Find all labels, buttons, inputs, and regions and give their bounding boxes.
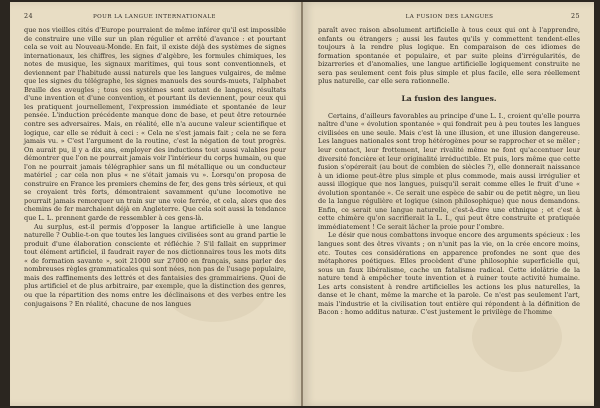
right-paragraph-2: Le désir que nous combattons invoque encore des arguments spécieux : les langues sont des êtres vivants ; on n'unit pas la vie, on la crée encore moins, etc. Toutes ces considérations en apparence profondes ne sont que des métaphores poétiques. Elles procèdent d'une philosophie superficielle qui, sous un faux libéralisme, cache un fatalisme radical. Cette idolâtrie de la nature tend à empêcher toute invention et à ruiner toute activité humaine. Les arts consistent à rendre artificielles les actions les plus naturelles, la danse et le chant, même la marche et la parole. Ce n'est pas seulement l'art, mais l'industrie et la civilisation tout entière qui répondent à la définition de Bacon : homo additus naturæ. C'est justement le privilège de l'homme: [318, 231, 580, 317]
right-paragraph-1: Certains, d'ailleurs favorables au principe d'une L. I., croient qu'elle pourra naître d'une « évolution spontanée » qui fondrait peu à peu toutes les langues civilisées en une seule. Mais c'est là une illusion, et une illusion dangereuse. Les langues nationales sont trop hétérogènes pour se rapprocher et se mêler ; leur contact, leur frottement, leur rivalité même ne font qu'accentuer leur diversité foncière et leur originalité irréductible. Et puis, lors même que cette fusion s'opérerait (au bout de combien de siècles ?), elle donnerait naissance à un idiome peut-être plus simple et plus commode, mais aussi irrégulier et aussi illogique que nos langues, puisqu'il serait comme elles le fruit d'une « évolution spontanée ». Ce serait une espèce de sabir ou de petit nègre, un lieu de la langue régulière et logique (sinon philosophique) que nous demandons. Enfin, ce serait une langue naturelle, c'est-à-dire une ethnique ; et c'est à cette chimère qu'on sacrifierait la L. I., qui peut être construite et pratiquée immédiatement ! Ce serait lâcher la proie pour l'ombre.: [318, 111, 580, 231]
left-running-head: [24, 12, 286, 20]
section-title: La fusion des langues.: [401, 93, 497, 103]
book-gutter: [301, 2, 303, 406]
right-opening-paragraph: paraît avec raison absolument artificielle à tous ceux qui ont à l'apprendre, enfants ou étrangers ; aussi les fautes qu'ils y commettent tendent-elles toujours à la rendre plus logique. En comparaison de ces idiomes de formation spontanée et populaire, et par suite pleins d'irrégularités, de bizarreries et d'anomalies, une langue artificielle logiquement construite ne sera pas seulement cent fois plus simple et plus facile, elle sera réellement plus naturelle, car elle sera rationnelle.: [318, 26, 580, 86]
right-running-head: [318, 12, 580, 20]
book-spread: [10, 2, 594, 406]
right-page-number: 25: [571, 12, 580, 20]
left-page: [10, 2, 302, 406]
left-running-title: POUR LA LANGUE INTERNATIONALE: [93, 14, 216, 20]
left-paragraph-1: que nos vieilles cités d'Europe pourraient de même inférer qu'il est impossible de construire une ville sur un plan régulier et arrêté d'avance : et pourtant cela se voit au Nouveau-Monde. En fait, il existe déjà des systèmes de signes internationaux, les chiffres, les signes d'algèbre, les formules chimiques, les notes de musique, les signaux maritimes, qui tous sont conventionnels, et deviennent par l'habitude aussi naturels que les langues vulgaires, de même que les signes du télégraphe, les signes manuels des sourds-muets, l'alphabet Braille des aveugles ; tous ces systèmes sont autant de langues, résultats d'une invention et d'une convention, et pourtant ils deviennent, pour ceux qui les pratiquent journellement, l'expression immédiate et spontanée de leur pensée. L'induction précédente manque donc de base, et peut être retournée contre ses adversaires. Mais, en réalité, elle n'a aucune valeur scientifique et logique, car elle se réduit à ceci : « Cela ne s'est jamais fait ; cela ne se fera jamais vu. » C'est l'argument de la routine, c'est la négation de tout progrès. On aurait pu, il y a dix ans, employer des inductions tout aussi valables pour démontrer que l'on ne pourrait jamais voir l'intérieur du corps humain, ou que l'on ne pourrait jamais télégraphier sans un fil métallique ou un conducteur matériel ; car cela non plus « ne s'était jamais vu ». Lorsqu'on proposa de construire en France les premiers chemins de fer, des gens très sérieux, et qui se croyaient très forts, démontraient savamment qu'une locomotive ne pourrait jamais remorquer un train sur une voie ferrée, et cela, alors que des chemins de fer marchaient déjà en Angleterre. Que cela soit aussi la tendance que L. L. prennent garde de ressembler à ces gens-là.: [24, 26, 286, 223]
right-running-title: LA FUSION DES LANGUES: [405, 14, 494, 20]
left-paragraph-2: Au surplus, est-il permis d'opposer la langue artificielle à une langue naturelle ? Oublie-t-on que toutes les langues civilisées sont au grand partie le produit d'une élaboration consciente et réfléchie ? S'il fallait en supprimer tout élément artificiel, il faudrait rayer de nos dictionnaires tous les mots dits « de formation savante », soit 21000 sur 27000 en français, sans parler des nombreuses règles grammaticales qui sont nées, non pas de l'usage populaire, mais des raffinements des lettrés et des fantaisies des grammairiens. Quoi de plus artificiel et de plus arbitraire, par exemple, que la distinction des genres, ou que la répartition des noms entre les déclinaisons et des verbes entre les conjugaisons ? En réalité, chacune de nos langues: [24, 222, 286, 308]
left-page-number: 24: [24, 12, 33, 20]
right-page: [302, 2, 594, 406]
